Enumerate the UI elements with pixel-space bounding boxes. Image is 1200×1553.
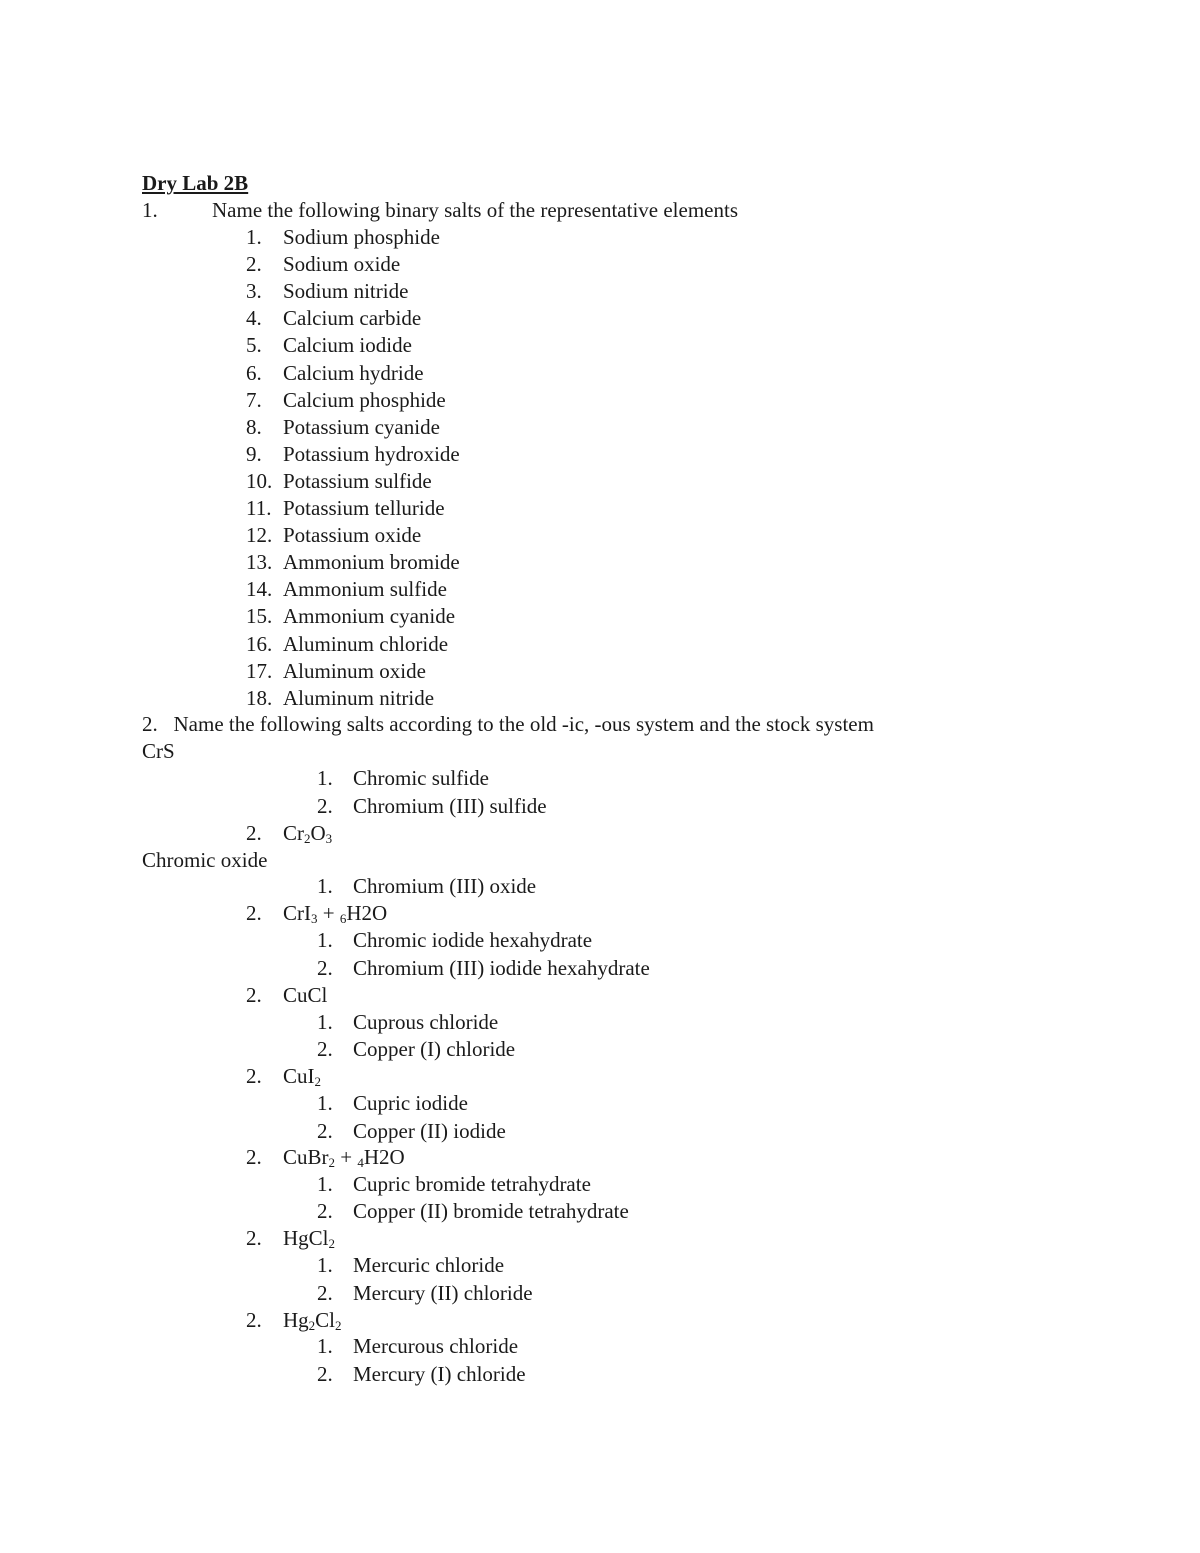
list-item-number: 14. [246, 577, 273, 601]
list-item: Aluminum oxide [283, 659, 426, 683]
list-item-number: 2. [246, 983, 262, 1007]
list-item-number: 2. [246, 1064, 262, 1088]
list-item: Potassium telluride [283, 496, 445, 520]
list-item: Sodium phosphide [283, 225, 440, 249]
list-item-number: 16. [246, 632, 273, 656]
list-item: Potassium cyanide [283, 415, 440, 439]
list-item-number: 2. [317, 956, 333, 980]
answer-item: Cuprous chloride [353, 1010, 499, 1034]
list-item-number: 15. [246, 604, 273, 628]
answer-item: Copper (II) bromide tetrahydrate [353, 1199, 629, 1223]
question-1-prompt: Name the following binary salts of the representative elements [212, 198, 738, 222]
list-item-number: 2. [246, 901, 262, 925]
formula-crs: CrS [142, 739, 175, 763]
formula-hg2cl2: $Hg_2Cl_2$ [283, 1308, 342, 1333]
list-item-number: 1. [317, 1253, 333, 1277]
list-item-number: 2. [246, 1145, 262, 1169]
list-item-number: 2. [246, 821, 262, 845]
list-item-number: 5. [246, 333, 262, 357]
formula-cri3-hydrate: CrI$_3$ + $_6$H2O [283, 901, 388, 926]
list-item: Ammonium sulfide [283, 577, 447, 601]
answer-item: Cupric iodide [353, 1091, 468, 1115]
list-item-number: 1. [246, 225, 262, 249]
formula-cubr2-hydrate: CuBr$_2$ + $_4$H2O [283, 1145, 405, 1170]
list-item-number: 1. [317, 1091, 333, 1115]
list-item: Ammonium cyanide [283, 604, 456, 628]
answer-item: Chromic oxide [142, 848, 268, 872]
list-item-number: 1. [317, 766, 333, 790]
list-item-number: 4. [246, 306, 262, 330]
list-item: Calcium hydride [283, 361, 424, 385]
list-item-number: 2. [317, 1199, 333, 1223]
list-item: Aluminum chloride [283, 632, 449, 656]
list-item: Sodium nitride [283, 279, 409, 303]
list-item-number: 2. [317, 794, 333, 818]
list-item-number: 17. [246, 659, 273, 683]
list-item: Sodium oxide [283, 252, 401, 276]
list-item: Calcium phosphide [283, 388, 446, 412]
answer-item: Chromium (III) iodide hexahydrate [353, 956, 650, 980]
answer-item: Copper (I) chloride [353, 1037, 516, 1061]
list-item: Potassium oxide [283, 523, 422, 547]
list-item: Ammonium bromide [283, 550, 460, 574]
list-item-number: 1. [317, 874, 333, 898]
answer-item: Chromic sulfide [353, 766, 489, 790]
list-item: Potassium sulfide [283, 469, 432, 493]
formula-cui2: CuI$_2$ [283, 1064, 321, 1089]
list-item-number: 2. [246, 252, 262, 276]
list-item-number: 7. [246, 388, 262, 412]
answer-item: Mercuric chloride [353, 1253, 505, 1277]
list-item-number: 8. [246, 415, 262, 439]
answer-item: Mercury (I) chloride [353, 1362, 526, 1386]
question-2-prompt: Name the following salts according to the old -ic, -ous system and the stock system [173, 712, 874, 736]
list-item-number: 2. [246, 1226, 262, 1250]
list-item: Potassium hydroxide [283, 442, 460, 466]
list-item-number: 11. [246, 496, 272, 520]
answer-item: Mercury (II) chloride [353, 1281, 533, 1305]
list-item-number: 2. [317, 1362, 333, 1386]
answer-item: Chromic iodide hexahydrate [353, 928, 593, 952]
answer-item: Copper (II) iodide [353, 1119, 506, 1143]
list-item-number: 1. [317, 1172, 333, 1196]
list-item-number: 1. [317, 1010, 333, 1034]
formula-hgcl2: HgCl$_2$ [283, 1226, 336, 1251]
list-item: Calcium carbide [283, 306, 422, 330]
question-2-number: 2. [142, 712, 158, 736]
question-2-heading [142, 711, 874, 738]
list-item-number: 2. [246, 1308, 262, 1332]
answer-item: Chromium (III) oxide [353, 874, 537, 898]
list-item-number: 12. [246, 523, 273, 547]
list-item-number: 2. [317, 1037, 333, 1061]
list-item-number: 1. [317, 1334, 333, 1358]
list-item: Calcium iodide [283, 333, 412, 357]
list-item: Aluminum nitride [283, 686, 435, 710]
answer-item: Cupric bromide tetrahydrate [353, 1172, 591, 1196]
list-item-number: 18. [246, 686, 273, 710]
formula-cucl: CuCl [283, 983, 328, 1007]
list-item-number: 6. [246, 361, 262, 385]
list-item-number: 13. [246, 550, 273, 574]
answer-item: Chromium (III) sulfide [353, 794, 547, 818]
formula-cr2o3: $Cr_2O_3$ [283, 821, 333, 846]
list-item-number: 10. [246, 469, 273, 493]
answer-item: Mercurous chloride [353, 1334, 519, 1358]
document-title: Dry Lab 2B [142, 171, 249, 195]
question-1-number: 1. [142, 198, 158, 222]
list-item-number: 3. [246, 279, 262, 303]
list-item-number: 9. [246, 442, 262, 466]
list-item-number: 2. [317, 1119, 333, 1143]
list-item-number: 1. [317, 928, 333, 952]
list-item-number: 2. [317, 1281, 333, 1305]
